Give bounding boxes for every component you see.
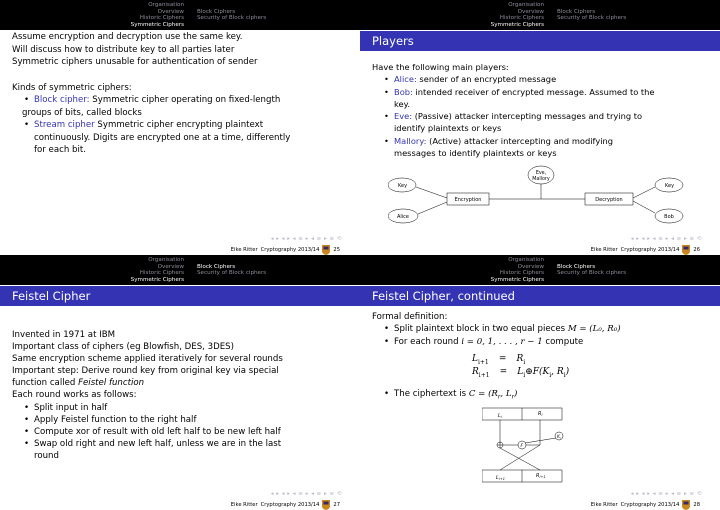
slide-players: [360, 0, 720, 255]
text-line: Important step: Derive round key from original key via special: [12, 366, 279, 377]
slide-body: [372, 61, 655, 159]
list-item: [372, 323, 621, 335]
footer-info: [231, 500, 340, 510]
nav-historic-ciphers[interactable]: Historic Ciphers: [499, 270, 544, 277]
nav-block-ciphers[interactable]: Block Ciphers: [197, 263, 236, 270]
math-var: R: [516, 354, 524, 364]
nav-subsections: [197, 2, 357, 22]
footer-author: Eike Ritter: [590, 502, 618, 508]
text-span: The ciphertext is: [394, 389, 469, 399]
math-expression: M = (L₀, R₀): [567, 324, 621, 335]
player-name: Mallory:: [394, 135, 427, 146]
slide-body: [12, 31, 290, 157]
text-line: Each round works as follows:: [12, 390, 137, 401]
players-diagram: [388, 165, 708, 227]
page-number: 26: [693, 247, 700, 253]
list-item: [12, 438, 283, 462]
player-name: Alice:: [394, 74, 417, 85]
math-sub: i+1: [477, 358, 489, 366]
footer-author: Eike Ritter: [230, 502, 258, 508]
text-line: Kinds of symmetric ciphers:: [12, 82, 132, 93]
nav-symmetric-ciphers[interactable]: Symmetric Ciphers: [490, 276, 544, 283]
slide-feistel-continued: [360, 255, 720, 510]
nav-sections: [360, 257, 544, 283]
text-line: Important class of ciphers (eg Blowfish, DES, 3DES): [12, 342, 234, 353]
player-desc: key.: [394, 98, 410, 109]
list-item: [12, 119, 290, 132]
beamer-nav-symbols[interactable]: ◂ ▸ ◂ ▸ ◂ ≡ ▸ ◂ ≡ ▸ ≡ ⟲: [270, 236, 342, 242]
math-sub: r: [497, 393, 501, 401]
term-block-cipher: Block cipher:: [34, 95, 90, 105]
list-item-cont: [12, 107, 290, 120]
f-label: F: [520, 444, 524, 449]
desc-text: Symmetric cipher encrypting plaintext: [94, 120, 264, 130]
nav-overview[interactable]: Overview: [157, 8, 184, 15]
player-name: Bob:: [394, 86, 413, 97]
ri-label: $R_i$: [538, 411, 543, 417]
text-line: Same encryption scheme applied iteratively for several rounds: [12, 354, 283, 365]
page-number: 28: [693, 502, 700, 508]
slide-nav-header: [0, 255, 360, 285]
slide-nav-header: [360, 0, 720, 30]
beamer-nav-symbols[interactable]: ◂ ▸ ◂ ▸ ◂ ≡ ▸ ◂ ≡ ▸ ≡ ⟲: [270, 491, 342, 497]
li-label: $L_i$: [498, 413, 502, 419]
text-line: Assume encryption and decryption use the same key.: [12, 32, 243, 42]
university-crest-icon: [322, 500, 330, 510]
slide-nav-header: [360, 255, 720, 285]
footer-course: Cryptography 2013/14: [620, 502, 680, 508]
math-var: L: [517, 367, 524, 377]
slide-footer: [360, 491, 720, 510]
step-text: round: [34, 450, 59, 461]
slide-feistel-cipher: [0, 255, 360, 510]
nav-symmetric-ciphers[interactable]: Symmetric Ciphers: [130, 276, 184, 283]
list-item: [372, 336, 621, 348]
slide-title: Players: [372, 34, 414, 48]
equation-right-update: [472, 367, 569, 379]
math-op: =: [499, 367, 508, 377]
player-desc: sender of an encrypted message: [416, 74, 557, 85]
math-var: L: [472, 354, 478, 364]
slide-title-bar: [360, 31, 720, 51]
math-var: , R: [551, 367, 564, 377]
player-desc: messages to identify plaintexts or keys: [394, 148, 557, 159]
text-line: [12, 377, 283, 389]
term-stream-cipher: Stream cipher: [34, 120, 95, 130]
step-text: • Compute xor of result with old left half to be new left half: [34, 426, 281, 437]
nav-overview[interactable]: Overview: [157, 263, 184, 270]
slide-title: Feistel Cipher: [12, 289, 91, 303]
mallory-label: Mallory: [532, 177, 550, 182]
footer-info: [591, 245, 700, 255]
text-span: function called: [12, 378, 79, 389]
player-desc: intended receiver of encrypted message. Assumed to the: [412, 86, 655, 97]
slide-body-cont: [372, 388, 517, 404]
list-item: [12, 426, 283, 438]
university-crest-icon: [322, 245, 330, 255]
nav-block-ciphers[interactable]: Block Ciphers: [557, 263, 596, 270]
nav-security-block-ciphers[interactable]: Security of Block ciphers: [197, 270, 267, 277]
beamer-nav-symbols[interactable]: ◂ ▸ ◂ ▸ ◂ ≡ ▸ ◂ ≡ ▸ ≡ ⟲: [630, 491, 702, 497]
slide-title: Feistel Cipher, continued: [372, 289, 515, 303]
footer-course: Cryptography 2013/14: [620, 247, 680, 253]
desc-text: Symmetric cipher operating on fixed-length: [89, 95, 281, 105]
key-left-label: Key: [398, 183, 408, 189]
math-sub: i: [549, 371, 552, 379]
math-var: ⊕F(K: [525, 367, 550, 377]
step-text: • Swap old right and new left half, unless we are in the last: [34, 438, 282, 449]
list-item-alice: [372, 73, 655, 85]
equation-left-update: [472, 354, 525, 366]
nav-sections: [360, 2, 544, 28]
slide-symmetric-ciphers: [0, 0, 360, 255]
feistel-round-diagram: [482, 405, 592, 485]
list-item: [12, 94, 290, 107]
university-crest-icon: [682, 500, 690, 510]
ri1-label: $R_{i+1}$: [536, 473, 546, 479]
text-span: compute: [542, 336, 584, 347]
nav-sections: [0, 2, 184, 28]
nav-block-ciphers[interactable]: Block Ciphers: [557, 8, 596, 15]
list-item-bob: [372, 86, 655, 111]
nav-sections: [0, 257, 184, 283]
nav-historic-ciphers[interactable]: Historic Ciphers: [139, 15, 184, 22]
nav-organisation[interactable]: Organisation: [148, 2, 184, 8]
list-item-cont: [12, 132, 290, 145]
list-item: [12, 402, 283, 414]
nav-organisation[interactable]: Organisation: [148, 257, 184, 263]
list-item-cont: [12, 144, 290, 157]
list-item: [372, 388, 517, 404]
player-desc: (Active) attacker intercepting and modifying: [426, 135, 614, 146]
list-item-eve: [372, 110, 655, 135]
key-right-label: Key: [665, 183, 675, 189]
slide-title-bar: [360, 286, 720, 306]
page-number: 25: [333, 247, 340, 253]
math-sub: r: [511, 393, 515, 401]
slide-footer: [0, 236, 360, 255]
math-var: R: [472, 367, 479, 377]
encryption-label: Encryption: [454, 197, 482, 203]
li1-label: $L_{i+1}$: [496, 475, 505, 481]
nav-overview[interactable]: Overview: [517, 263, 544, 270]
definition-list: [372, 323, 621, 348]
beamer-nav-symbols[interactable]: ◂ ▸ ◂ ▸ ◂ ≡ ▸ ◂ ≡ ▸ ≡ ⟲: [630, 236, 702, 242]
desc-text: for each bit.: [34, 145, 86, 155]
desc-text: groups of bits, called blocks: [22, 107, 142, 118]
step-text: • Split input in half: [34, 402, 108, 413]
math-sub: i: [523, 358, 526, 366]
math-var: ): [565, 367, 570, 377]
player-name: Eve:: [394, 111, 413, 122]
nav-block-ciphers[interactable]: Block Ciphers: [197, 8, 236, 15]
eve-label: Eve,: [535, 171, 547, 176]
math-expression: C = (R: [468, 389, 498, 399]
nav-security-block-ciphers[interactable]: Security of Block ciphers: [197, 15, 267, 22]
text-line: Symmetric ciphers unusable for authentication of sender: [12, 57, 258, 67]
text-line: Will discuss how to distribute key to all parties later: [12, 44, 235, 55]
nav-subsections: [557, 257, 717, 277]
footer-course: Cryptography 2013/14: [260, 247, 320, 253]
nav-historic-ciphers[interactable]: Historic Ciphers: [499, 15, 544, 22]
player-desc: (Passive) attacker intercepting messages and trying to: [412, 111, 643, 122]
slide-footer: [360, 236, 720, 255]
alice-label: Alice: [396, 214, 410, 220]
slide-body: [372, 311, 621, 348]
math-expression: i = 0, 1, . . . , r − 1: [461, 336, 543, 347]
slide-body: [12, 329, 283, 462]
nav-symmetric-ciphers[interactable]: Symmetric Ciphers: [130, 21, 184, 28]
players-list: [372, 73, 655, 159]
math-sub: i: [523, 371, 526, 379]
slide-footer: [0, 491, 360, 510]
university-crest-icon: [682, 245, 690, 255]
math-sub: i+1: [478, 371, 490, 379]
nav-security-block-ciphers[interactable]: Security of Block ciphers: [557, 270, 627, 277]
text-line: Formal definition:: [372, 312, 448, 322]
nav-overview[interactable]: Overview: [517, 8, 544, 15]
footer-author: Eike Ritter: [590, 247, 618, 253]
nav-subsections: [557, 2, 717, 22]
nav-historic-ciphers[interactable]: Historic Ciphers: [139, 270, 184, 277]
bob-label: Bob: [664, 214, 674, 220]
nav-organisation[interactable]: Organisation: [508, 2, 544, 8]
math-expression: , L: [500, 389, 512, 399]
desc-text: continuously. Digits are encrypted one at a time, differently: [34, 132, 291, 143]
footer-info: [591, 500, 700, 510]
nav-organisation[interactable]: Organisation: [508, 257, 544, 263]
footer-info: [231, 245, 340, 255]
text-line: Invented in 1971 at IBM: [12, 330, 116, 340]
round-steps-list: [12, 402, 283, 462]
list-item-mallory: [372, 135, 655, 160]
footer-course: Cryptography 2013/14: [260, 502, 320, 508]
slide-title-bar: [0, 286, 360, 306]
math-sub: i: [563, 371, 566, 379]
feistel-function-term: Feistel function: [78, 378, 145, 389]
ki-label: $K_i$: [557, 435, 561, 440]
page-number: 27: [333, 502, 340, 508]
math-op: =: [498, 354, 507, 364]
decryption-label: Decryption: [595, 197, 623, 203]
slide-nav-header: [0, 0, 360, 30]
nav-subsections: [197, 257, 357, 277]
player-desc: identify plaintexts or keys: [394, 123, 502, 134]
nav-symmetric-ciphers[interactable]: Symmetric Ciphers: [490, 21, 544, 28]
list-item: [12, 414, 283, 426]
definition-list-cont: [372, 388, 517, 404]
text-span: For each round: [394, 336, 462, 347]
text-line: Have the following main players:: [372, 62, 509, 72]
footer-author: Eike Ritter: [230, 247, 258, 253]
step-text: • Apply Feistel function to the right half: [34, 414, 197, 425]
nav-security-block-ciphers[interactable]: Security of Block ciphers: [557, 15, 627, 22]
cipher-kinds-list: [12, 94, 290, 157]
math-expression: ): [514, 389, 518, 399]
text-span: Split plaintext block in two equal pieces: [394, 324, 568, 335]
